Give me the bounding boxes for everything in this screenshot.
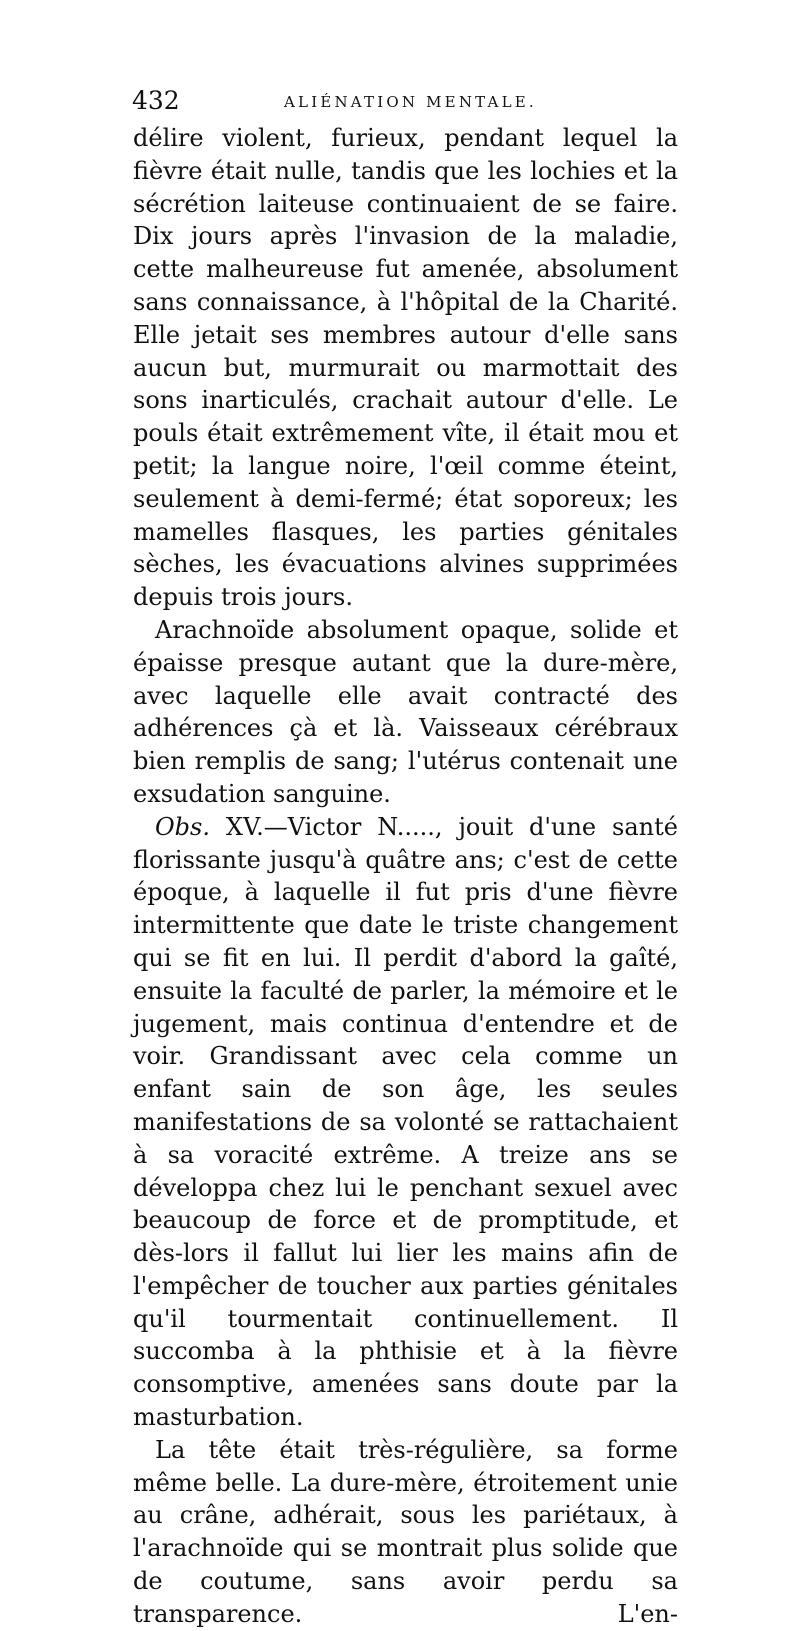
page-number: 432 xyxy=(132,86,180,115)
paragraph-text: La tête était très-régulière, sa forme même belle. La dure-mère, étroitement unie au crâne, adhérait, sous les pariétaux, à l'arachnoïde qui se montrait plus solide que de coutume, sans avoir perdu sa transparence. L'en- xyxy=(133,1435,678,1628)
paragraph-text: Arachnoïde absolument opaque, solide et épaisse presque autant que la dure-mère, avec laquelle elle avait contracté des adhérences çà et là. Vaisseaux cérébraux bien remplis de sang; l'utérus contenait une exsudation sanguine. xyxy=(133,615,678,808)
page-header xyxy=(132,86,672,118)
paragraph-case-continuation xyxy=(133,122,678,614)
paragraph-head-examination xyxy=(133,1434,678,1631)
body-text xyxy=(133,122,678,1631)
paragraph-text: XV.—Victor N....., jouit d'une santé florissante jusqu'à quâtre ans; c'est de cette époque, à laquelle il fut pris d'une fièvre intermittente que date le triste changement qui se fit en lui. Il perdit d'abord la gaîté, ensuite la faculté de parler, la mémoire et le jugement, mais continua d'entendre et de voir. Grandissant avec cela comme un enfant sain de son âge, les seules manifestations de sa volonté se rattachaient à sa voracité extrême. A treize ans se développa chez lui le penchant sexuel avec beaucoup de force et de promptitude, et dès-lors il fallut lui lier les mains afin de l'empêcher de toucher aux parties génitales qu'il tourmentait continuellement. Il succomba à la phthisie et à la fièvre consomptive, amenées sans doute par la masturbation. xyxy=(133,812,678,1432)
paragraph-text: délire violent, furieux, pendant lequel la fièvre était nulle, tandis que les lochies et la sécrétion laiteuse continuaient de se faire. Dix jours après l'invasion de la maladie, cette malheureuse fut amenée, absolument sans connaissance, à l'hôpital de la Charité. Elle jetait ses membres autour d'elle sans aucun but, murmurait ou marmottait des sons inarticulés, crachait autour d'elle. Le pouls était extrêmement vîte, il était mou et petit; la langue noire, l'œil comme éteint, seulement à demi-fermé; état soporeux; les mamelles flasques, les parties génitales sèches, les évacuations alvines supprimées depuis trois jours. xyxy=(133,124,678,612)
paragraph-observation-xv xyxy=(133,811,678,1434)
paragraph-autopsy-findings xyxy=(133,614,678,811)
running-head: ALIÉNATION MENTALE. xyxy=(284,93,537,111)
observation-label: Obs. xyxy=(155,812,210,841)
